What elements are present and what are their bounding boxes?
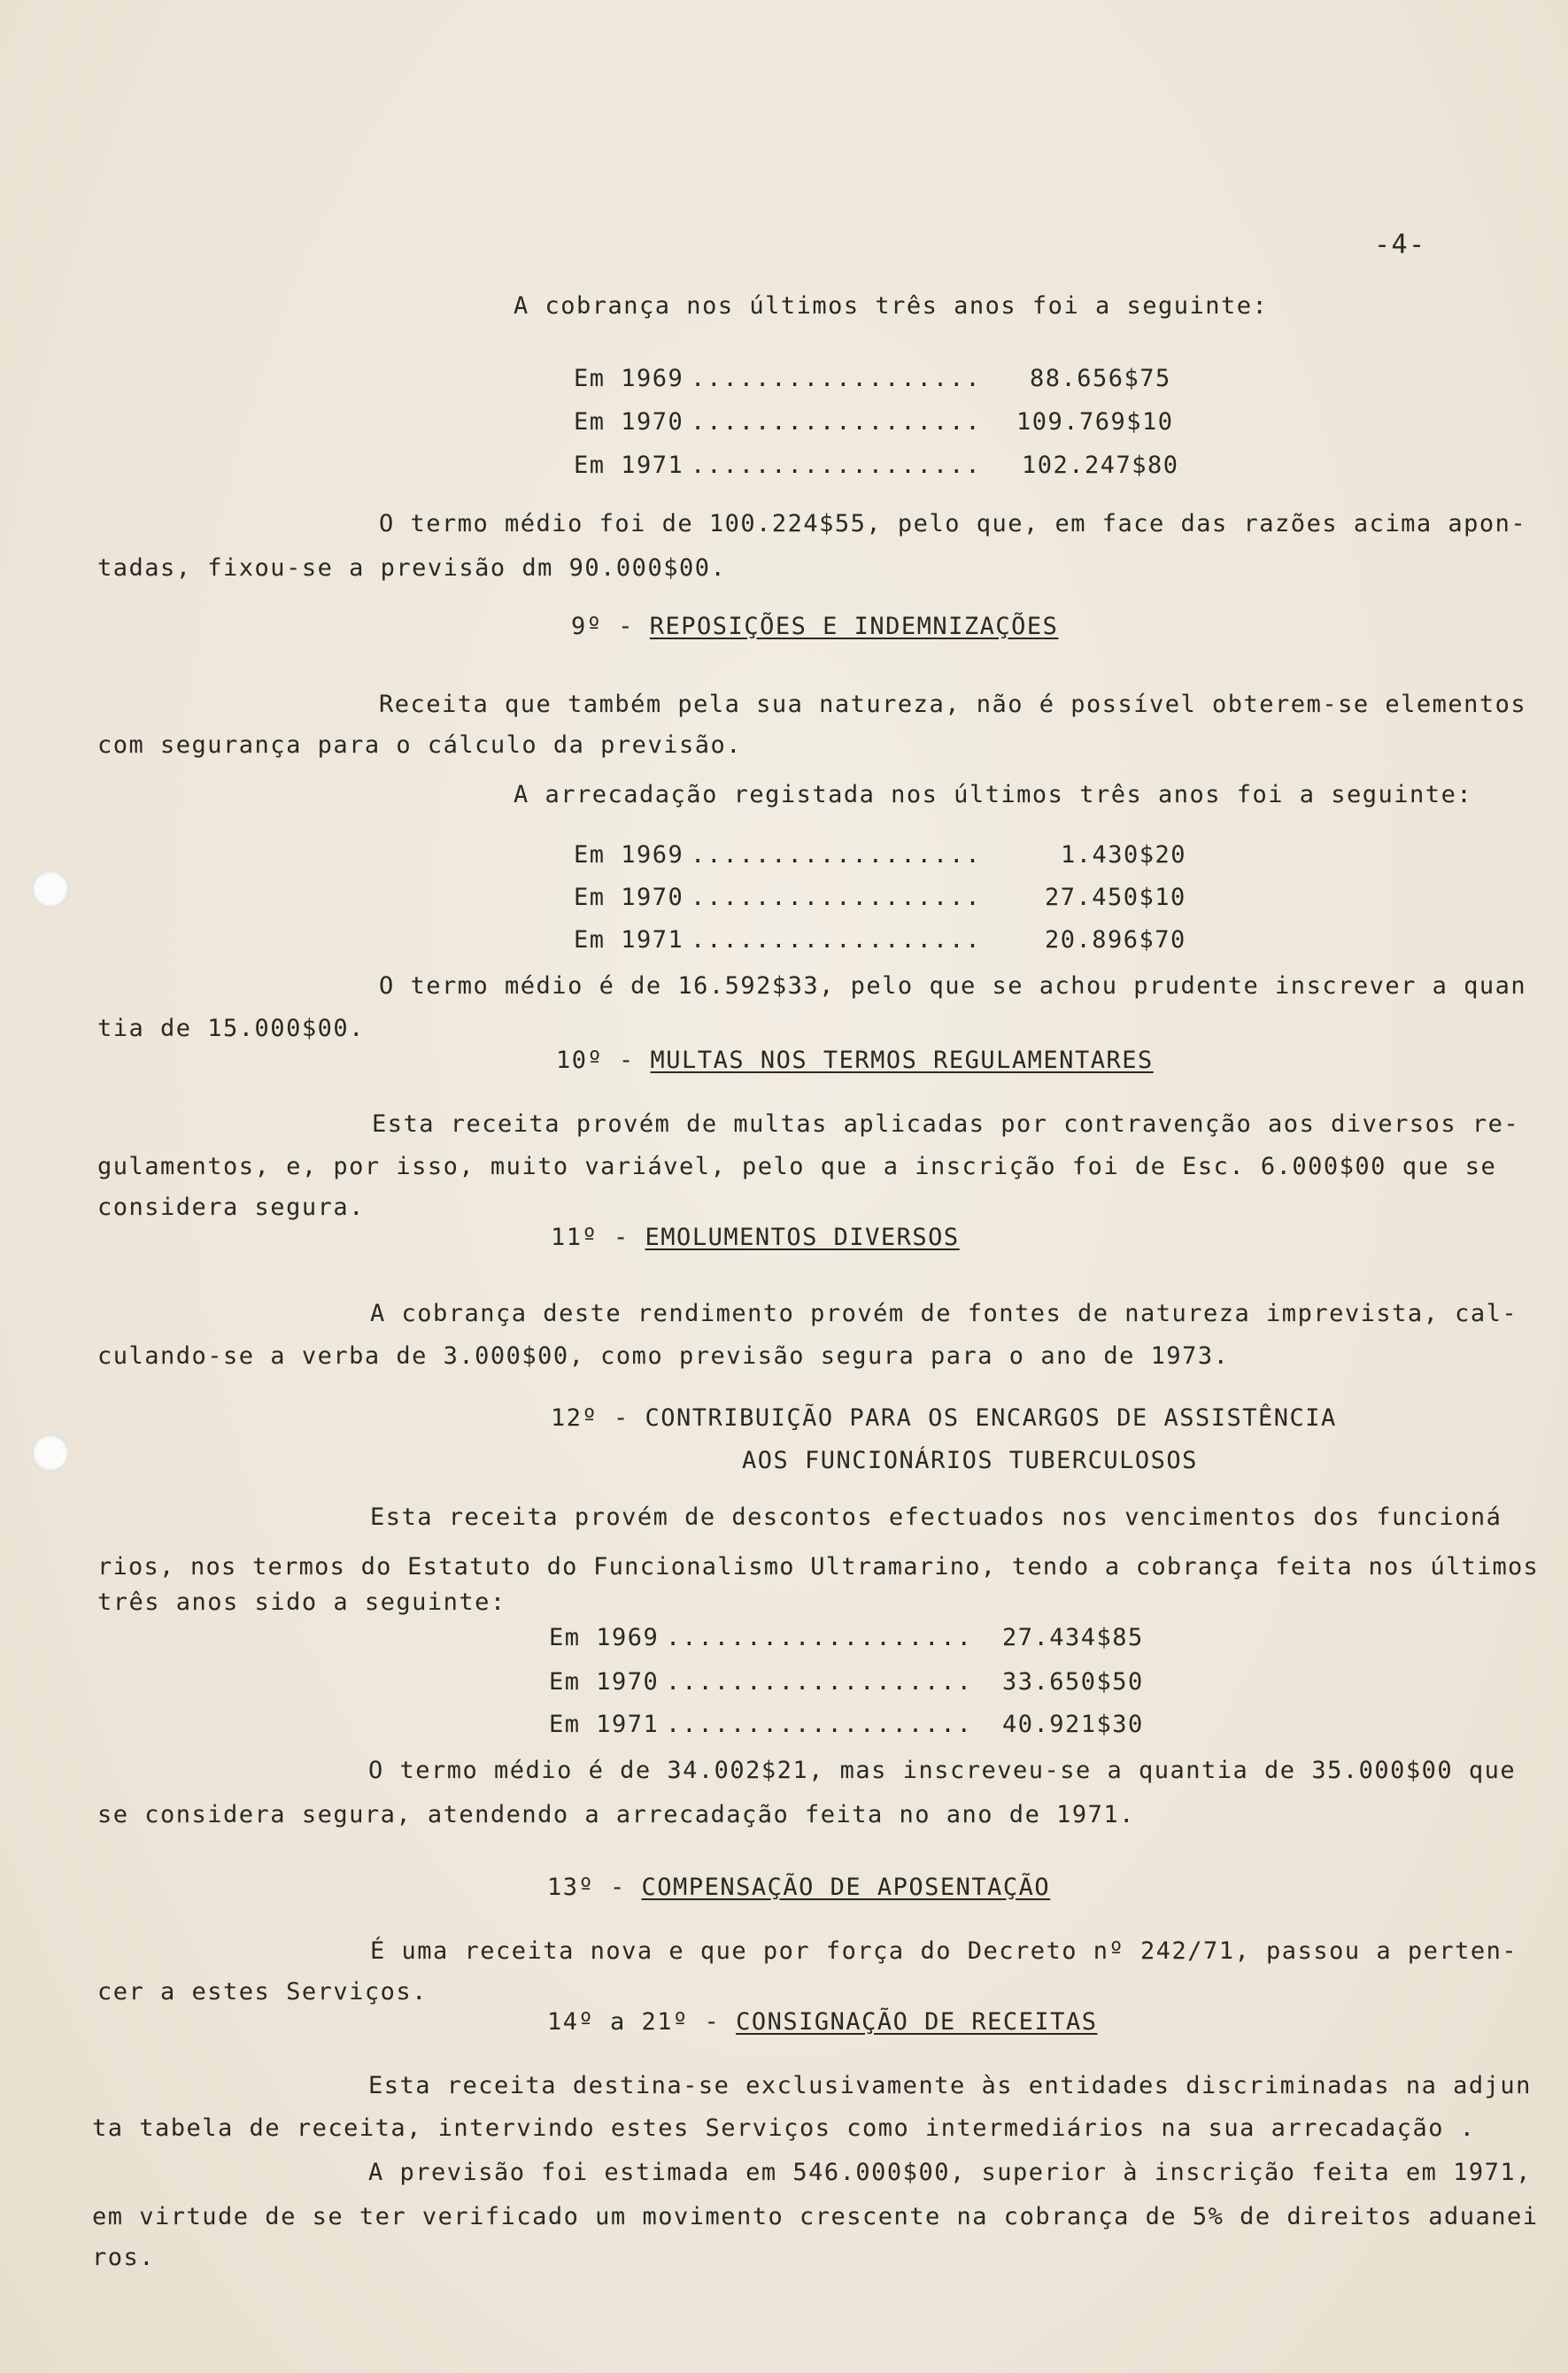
section-heading-continued: AOS FUNCIONÁRIOS TUBERCULOSOS (742, 1447, 1198, 1474)
amount-value: 27.434$85 (1002, 1624, 1144, 1651)
punch-hole (32, 870, 69, 908)
paragraph-line: O termo médio foi de 100.224$55, pelo que, em face das razões acima apon- (379, 510, 1527, 537)
year-label: Em 1970 (574, 884, 684, 911)
leader-dots: ................... (666, 1711, 973, 1738)
year-label: Em 1971 (549, 1711, 660, 1738)
amount-value: 88.656$75 (1030, 365, 1171, 392)
paragraph-line: cer a estes Serviços. (97, 1978, 428, 2006)
section-number: 13º - (547, 1874, 642, 1901)
section-heading (551, 1225, 960, 1249)
punch-hole (32, 1434, 69, 1472)
paragraph-line: tadas, fixou-se a previsão dm 90.000$00. (97, 554, 727, 582)
leader-dots: ................... (666, 1624, 973, 1651)
amount-value: 109.769$10 (1016, 408, 1174, 436)
section-heading (556, 1048, 1154, 1072)
paragraph-line: Esta receita provém de multas aplicadas por contravenção aos diversos re- (372, 1110, 1520, 1138)
paragraph-line: Esta receita provém de descontos efectuados nos vencimentos dos funcioná (370, 1503, 1502, 1531)
leader-dots: .................. (691, 841, 982, 869)
paragraph-line: considera segura. (97, 1194, 365, 1221)
leader-dots: .................. (691, 926, 982, 954)
section-title: CONSIGNAÇÃO DE RECEITAS (736, 2008, 1098, 2036)
paragraph-line: tia de 15.000$00. (97, 1015, 365, 1042)
year-label: Em 1971 (574, 452, 684, 479)
section-title: REPOSIÇÕES E INDEMNIZAÇÕES (649, 613, 1059, 640)
paragraph-line: Receita que também pela sua natureza, não é possível obterem-se elementos (379, 691, 1527, 718)
paragraph-line: com segurança para o cálculo da previsão. (97, 731, 742, 759)
amount-value: 40.921$30 (1002, 1711, 1144, 1738)
paragraph-line: A arrecadação registada nos últimos três anos foi a seguinte: (514, 781, 1473, 808)
section-number: 9º - (571, 613, 650, 640)
paragraph-line: em virtude de se ter verificado um movimento crescente na cobrança de 5% de direitos aduanei (92, 2203, 1539, 2230)
leader-dots: .................. (691, 884, 982, 911)
year-label: Em 1969 (574, 841, 684, 869)
section-title: COMPENSAÇÃO DE APOSENTAÇÃO (641, 1874, 1051, 1901)
paragraph-line: rios, nos termos do Estatuto do Funcionalismo Ultramarino, tendo a cobrança feita nos últimos (97, 1553, 1539, 1581)
page-number: -4- (1374, 229, 1426, 260)
leader-dots: .................. (691, 365, 982, 392)
amount-value: 27.450$10 (1045, 884, 1186, 911)
amount-value: 33.650$50 (1002, 1668, 1144, 1696)
paragraph-line: A cobrança deste rendimento provém de fontes de natureza imprevista, cal- (370, 1300, 1518, 1327)
year-label: Em 1971 (574, 926, 684, 954)
paragraph-line: O termo médio é de 34.002$21, mas inscreveu-se a quantia de 35.000$00 que (368, 1757, 1517, 1784)
section-number: 10º - (556, 1047, 651, 1074)
paragraph-line: três anos sido a seguinte: (97, 1588, 506, 1616)
paragraph-line: É uma receita nova e que por força do Decreto nº 242/71, passou a perten- (370, 1937, 1518, 1965)
leader-dots: ................... (666, 1668, 973, 1696)
paragraph-line: A cobrança nos últimos três anos foi a seguinte: (514, 292, 1269, 320)
leader-dots: .................. (691, 452, 982, 479)
year-label: Em 1970 (549, 1668, 660, 1696)
year-label: Em 1969 (574, 365, 684, 392)
section-heading (571, 615, 1058, 638)
amount-value: 102.247$80 (1022, 452, 1179, 479)
section-number: 14º a 21º - (547, 2008, 737, 2036)
paragraph-line: O termo médio é de 16.592$33, pelo que se achou prudente inscrever a quan (379, 972, 1527, 1000)
amount-value: 20.896$70 (1045, 926, 1186, 954)
year-label: Em 1969 (549, 1624, 660, 1651)
section-heading (547, 1875, 1050, 1899)
paragraph-line: A previsão foi estimada em 546.000$00, superior à inscrição feita em 1971, (368, 2159, 1532, 2186)
section-title: EMOLUMENTOS DIVERSOS (645, 1224, 960, 1251)
paragraph-line: ros. (92, 2244, 156, 2271)
paragraph-line: se considera segura, atendendo a arrecadação feita no ano de 1971. (97, 1801, 1135, 1828)
paragraph-line: gulamentos, e, por isso, muito variável, pelo que a inscrição foi de Esc. 6.000$00 que se (97, 1153, 1497, 1180)
section-title: MULTAS NOS TERMOS REGULAMENTARES (650, 1047, 1154, 1074)
paragraph-line: Esta receita destina-se exclusivamente às entidades discriminadas na adjun (368, 2072, 1532, 2099)
section-heading: 12º - CONTRIBUIÇÃO PARA OS ENCARGOS DE ASSISTÊNCIA (551, 1404, 1337, 1432)
leader-dots: .................. (691, 408, 982, 436)
year-label: Em 1970 (574, 408, 684, 436)
paragraph-line: culando-se a verba de 3.000$00, como previsão segura para o ano de 1973. (97, 1342, 1230, 1370)
section-heading (547, 2010, 1097, 2034)
amount-value: 1.430$20 (1061, 841, 1187, 869)
section-number: 11º - (551, 1224, 645, 1251)
paragraph-line: ta tabela de receita, intervindo estes Serviços como intermediários na sua arrecadação . (92, 2114, 1476, 2142)
